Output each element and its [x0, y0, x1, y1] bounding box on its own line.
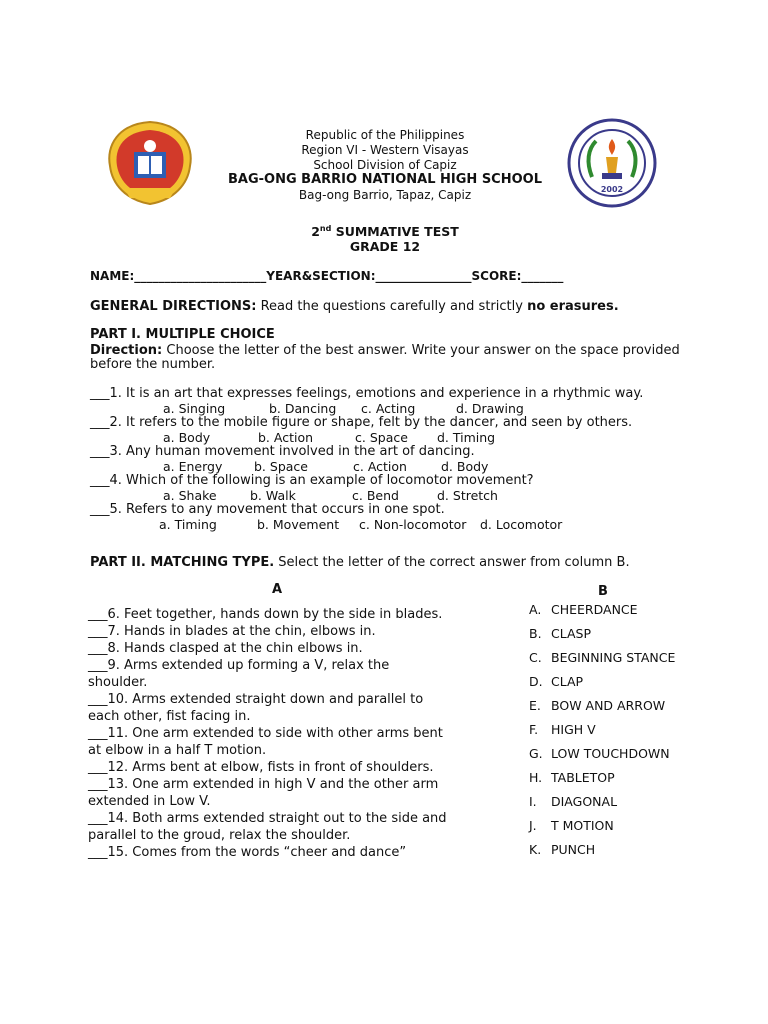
- q2-option-a: a. Body: [163, 430, 211, 445]
- choice-j: [529, 813, 675, 837]
- q4-option-a: a. Shake: [163, 488, 217, 503]
- general-directions-label: GENERAL DIRECTIONS:: [90, 299, 257, 314]
- test-title: [200, 224, 570, 239]
- q5-option-d: d. Locomotor: [480, 517, 563, 532]
- choice-letter: J.: [529, 817, 537, 833]
- q3-option-b: b. Space: [254, 459, 308, 474]
- choice-letter: A.: [529, 601, 542, 617]
- right-logo: [566, 117, 658, 209]
- general-directions-emphasis: no erasures.: [527, 299, 619, 314]
- question-1: ___1. It is an art that expresses feelings, emotions and experience in a rhythmic way.: [90, 386, 644, 401]
- q3-option-c: c. Action: [353, 459, 407, 474]
- choice-letter: E.: [529, 697, 541, 713]
- q1-option-c: c. Acting: [361, 401, 416, 416]
- choice-a: [529, 597, 675, 621]
- name-blank[interactable]: ______________________: [134, 269, 267, 283]
- match-item-9-cont: shoulder.: [88, 675, 148, 690]
- choice-d: [529, 669, 675, 693]
- school-address: Bag-ong Barrio, Tapaz, Capiz: [298, 188, 472, 202]
- choice-letter: I.: [529, 793, 537, 809]
- title-number: 2: [311, 224, 320, 240]
- title-sup: nd: [319, 224, 332, 233]
- match-item-11-cont: at elbow in a half T motion.: [88, 743, 267, 758]
- question-4: ___4. Which of the following is an example of locomotor movement?: [90, 473, 534, 488]
- match-item-9: ___9. Arms extended up forming a V, relax the: [88, 658, 390, 673]
- match-item-10-cont: each other, fist facing in.: [88, 709, 251, 724]
- column-a-list: [88, 606, 468, 861]
- part2-title: PART II. MATCHING TYPE.: [90, 555, 275, 570]
- part1-direction-label: Direction:: [90, 343, 163, 358]
- match-item-7: ___7. Hands in blades at the chin, elbows in.: [88, 624, 376, 639]
- q3-option-d: d. Body: [441, 459, 489, 474]
- choice-text: T MOTION: [551, 817, 614, 833]
- info-line: [90, 269, 563, 283]
- question-2: ___2. It refers to the mobile figure or shape, felt by the dancer, and seen by others.: [90, 415, 633, 430]
- match-item-11: ___11. One arm extended to side with other arms bent: [88, 726, 443, 741]
- q2-option-d: d. Timing: [437, 430, 496, 445]
- q4-option-c: c. Bend: [352, 488, 399, 503]
- choice-text: CLAP: [551, 673, 584, 689]
- choice-text: BOW AND ARROW: [551, 697, 666, 713]
- choice-letter: H.: [529, 769, 543, 785]
- name-label: NAME:: [90, 269, 135, 283]
- column-b-heading: B: [598, 584, 608, 599]
- choice-text: CHEERDANCE: [551, 601, 638, 617]
- score-label: SCORE:: [471, 269, 522, 283]
- match-item-15: ___15. Comes from the words “cheer and dance”: [88, 845, 407, 860]
- part1-direction-cont: before the number.: [90, 357, 216, 372]
- q2-option-c: c. Space: [355, 430, 408, 445]
- part2-text: Select the letter of the correct answer from column B.: [274, 555, 630, 570]
- q1-option-d: d. Drawing: [456, 401, 524, 416]
- question-3: ___3. Any human movement involved in the art of dancing.: [90, 444, 475, 459]
- choice-letter: K.: [529, 841, 542, 857]
- choice-b: [529, 621, 675, 645]
- school-name: BAG-ONG BARRIO NATIONAL HIGH SCHOOL: [228, 172, 542, 187]
- choice-text: DIAGONAL: [551, 793, 618, 809]
- column-a-heading: A: [272, 582, 283, 597]
- choice-text: TABLETOP: [551, 769, 615, 785]
- score-blank[interactable]: _______: [521, 269, 564, 283]
- column-b-list: [529, 597, 675, 861]
- choice-text: LOW TOUCHDOWN: [551, 745, 670, 761]
- choice-text: HIGH V: [551, 721, 596, 737]
- choice-k: [529, 837, 675, 861]
- header-line-1: Republic of the Philippines: [305, 128, 465, 142]
- header-line-3: School Division of Capiz: [313, 158, 457, 172]
- match-item-13-cont: extended in Low V.: [88, 794, 211, 809]
- q1-option-b: b. Dancing: [269, 401, 337, 416]
- match-item-14-cont: parallel to the groud, relax the shoulder.: [88, 828, 351, 843]
- part1-title: PART I. MULTIPLE CHOICE: [90, 327, 275, 342]
- choice-g: [529, 741, 675, 765]
- q2-option-b: b. Action: [258, 430, 314, 445]
- q4-option-b: b. Walk: [250, 488, 296, 503]
- choice-letter: F.: [529, 721, 539, 737]
- grade-label: GRADE 12: [349, 239, 421, 254]
- year-section-blank[interactable]: ________________: [375, 269, 472, 283]
- q4-option-d: d. Stretch: [437, 488, 498, 503]
- q5-option-b: b. Movement: [257, 517, 340, 532]
- match-item-14: ___14. Both arms extended straight out to the side and: [88, 811, 447, 826]
- left-logo: [104, 118, 196, 208]
- part1-direction: [90, 343, 680, 358]
- q1-option-a: a. Singing: [163, 401, 226, 416]
- choice-c: [529, 645, 675, 669]
- right-logo-year: 2002: [600, 185, 624, 194]
- choice-text: BEGINNING STANCE: [551, 649, 676, 665]
- question-5: ___5. Refers to any movement that occurs in one spot.: [90, 502, 445, 517]
- q5-option-a: a. Timing: [159, 517, 217, 532]
- choice-letter: G.: [529, 745, 543, 761]
- year-section-label: YEAR&SECTION:: [266, 269, 376, 283]
- title-rest: SUMMATIVE TEST: [331, 224, 459, 240]
- choice-h: [529, 765, 675, 789]
- choice-text: PUNCH: [551, 841, 596, 857]
- match-item-10: ___10. Arms extended straight down and parallel to: [88, 692, 424, 707]
- q3-option-a: a. Energy: [163, 459, 223, 474]
- part1-direction-text: Choose the letter of the best answer. Write your answer on the space provided: [162, 343, 680, 358]
- general-directions-text: Read the questions carefully and strictly: [256, 299, 528, 314]
- match-item-13: ___13. One arm extended in high V and the other arm: [88, 777, 439, 792]
- choice-f: [529, 717, 675, 741]
- match-item-6: ___6. Feet together, hands down by the side in blades.: [88, 607, 443, 622]
- choice-letter: D.: [529, 673, 543, 689]
- choice-letter: C.: [529, 649, 542, 665]
- choice-text: CLASP: [551, 625, 592, 641]
- choice-i: [529, 789, 675, 813]
- choice-letter: B.: [529, 625, 542, 641]
- general-directions: [90, 299, 619, 314]
- part2-heading: [90, 555, 630, 570]
- match-item-8: ___8. Hands clasped at the chin elbows in.: [88, 641, 363, 656]
- choice-e: [529, 693, 675, 717]
- match-item-12: ___12. Arms bent at elbow, fists in front of shoulders.: [88, 760, 434, 775]
- q5-option-c: c. Non-locomotor: [359, 517, 467, 532]
- header-line-2: Region VI - Western Visayas: [301, 143, 469, 157]
